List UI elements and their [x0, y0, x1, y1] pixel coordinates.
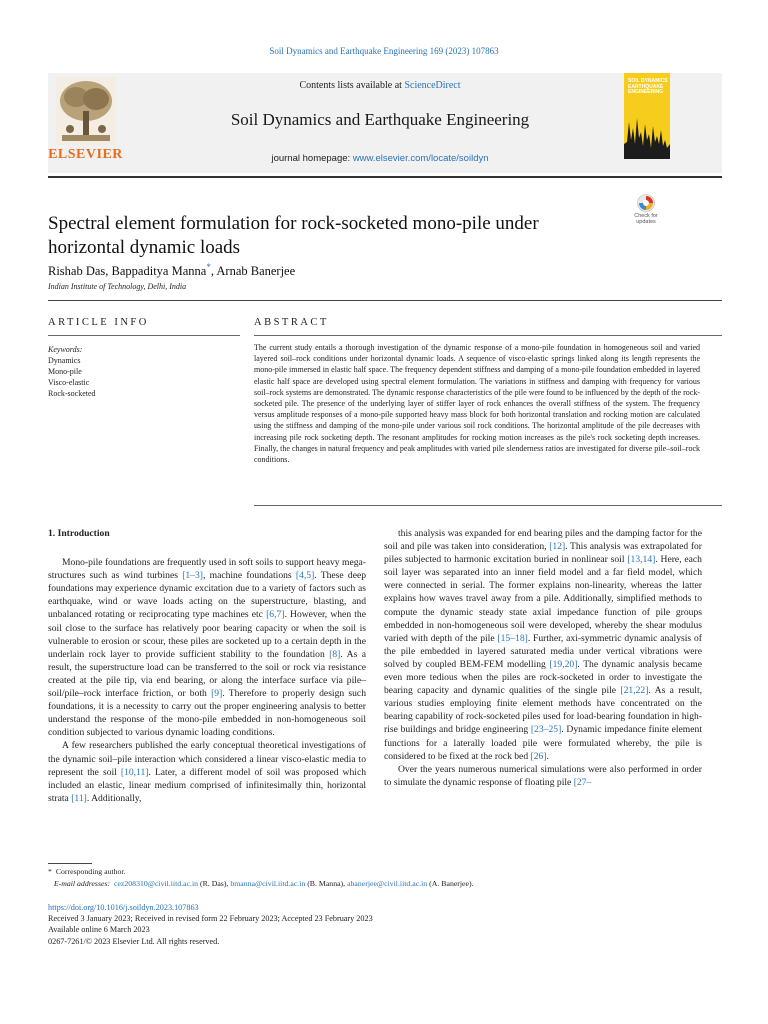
authors-names-tail: , Arnab Banerjee: [210, 264, 296, 279]
abstract-end-rule: [254, 505, 722, 506]
article-title: Spectral element formulation for rock-socketed mono-pile under horizontal dynamic loads: [48, 213, 539, 258]
citation-link[interactable]: [27–: [573, 776, 592, 788]
citation-link[interactable]: [23–25]: [530, 724, 562, 736]
footnote-rule: [48, 863, 92, 864]
keyword-item: Mono-pile: [48, 367, 82, 377]
citation-link[interactable]: [1–3]: [182, 570, 203, 582]
elsevier-logo[interactable]: [48, 75, 123, 165]
elsevier-wordmark: ELSEVIER: [48, 147, 123, 162]
paragraph-text: . Later, a different model of soil was proposed which included an elastic, linear medium comprised of infinitesimally thin, horizontal strata: [48, 766, 367, 804]
copyright-line: 0267-7261/© 2023 Elsevier Ltd. All rights reserved.: [48, 936, 220, 946]
citation-link[interactable]: [12]: [549, 541, 566, 553]
homepage-link[interactable]: www.elsevier.com/locate/soildyn: [352, 153, 489, 164]
abstract-heading: ABSTRACT: [254, 317, 329, 328]
online-date: Available online 6 March 2023: [48, 925, 150, 935]
article-metadata: [48, 902, 698, 947]
affiliation-rule: [48, 300, 722, 301]
email-link[interactable]: bmanna@civil.iitd.ac.in: [230, 879, 306, 888]
email-link[interactable]: abanerjee@civil.iitd.ac.in: [347, 879, 428, 888]
body-column-right: [384, 527, 702, 789]
paragraph-text: . Dynamic impedance finite element functions for a laterally loaded pile were formulated whereby, the pile is considered to be fixed at the rock bed: [384, 724, 702, 762]
paragraph-text: , machine foundations: [202, 570, 296, 582]
check-updates-label: Check for updates: [634, 213, 658, 225]
cover-title: SOIL DYNAMICS EARTHQUAKE ENGINEERING: [628, 78, 668, 95]
citation-link[interactable]: [21,22]: [620, 685, 649, 697]
citation-link[interactable]: [6,7]: [266, 609, 285, 621]
email-line: [48, 878, 698, 890]
header-rule: [48, 176, 722, 178]
paragraph-text: . These deep foundations may experience dynamic excitation due to a variety of factors such as earthquake, wind or wave loads acting on the superstructure, blasting, and unbalanced rotating or reciprocating type machines etc: [48, 570, 367, 621]
keyword-item: Dynamics: [48, 356, 81, 366]
paragraph-text: . However, when the soil close to the surface has relatively poor bearing capacity or when the soil is vulnerable to erosion or scour, these piles are socketed up to a certain depth in the underlain rock layer to provide sufficient stability to the foundation: [48, 609, 366, 660]
paragraph-text: . Further, axi-symmetric dynamic analysis of the pile embedded in layered saturated media under vertical vibrations were solved by coupled BEM-FEM modelling: [384, 632, 702, 670]
citation-link[interactable]: [4,5]: [295, 570, 315, 582]
email-link[interactable]: cez208310@civil.iitd.ac.in: [114, 879, 199, 888]
running-head[interactable]: Soil Dynamics and Earthquake Engineering 169 (2023) 107863: [269, 46, 499, 56]
paragraph-text: Mono-pile foundations are frequently used in soft soils to support heavy mega-structures such as wind turbines: [48, 557, 366, 582]
authors-names: Rishab Das, Bappaditya Manna: [48, 264, 207, 279]
author-list: [48, 262, 295, 279]
journal-title: Soil Dynamics and Earthquake Engineering: [230, 110, 530, 129]
paragraph-text: this analysis was expanded for end bearing piles and the damping factor for the soil and pile was taken into consideration,: [384, 528, 702, 553]
paragraph-text: . Here, each soil layer was separated into an inner field model and a far field model, which were connected in serial. The former explains non-linearity, whereas the latter explains how waves travel away from a pile. Additionally, simplified methods to compute the dynamic steady state axial impedance function of pile groups embedded in non-homogeneous soil were developed, whereby the shear modulus varied with depth of the pile: [384, 554, 702, 644]
citation-link[interactable]: [19,20]: [549, 658, 578, 670]
journal-cover-thumbnail[interactable]: [624, 73, 670, 159]
homepage-prefix: journal homepage:: [271, 153, 353, 164]
keyword-item: Rock-socketed: [48, 389, 96, 399]
citation-link[interactable]: [11]: [71, 792, 87, 804]
received-dates: Received 3 January 2023; Received in revised form 22 February 2023; Accepted 23 February 2023: [48, 914, 373, 924]
email-owner: (B. Manna),: [305, 879, 348, 888]
article-info-rule: [48, 335, 240, 336]
paragraph-text: .: [546, 750, 549, 762]
corresponding-author-mark[interactable]: *: [206, 262, 211, 272]
citation-link[interactable]: [8]: [329, 648, 341, 660]
body-paragraph: [384, 527, 702, 763]
body-paragraph: [384, 763, 702, 789]
keyword-item: Visco-elastic: [48, 378, 90, 388]
body-column-left: [48, 527, 366, 805]
email-label: E-mail addresses:: [53, 879, 111, 888]
doi-link[interactable]: https://doi.org/10.1016/j.soildyn.2023.107863: [48, 903, 199, 912]
paragraph-text: A few researchers published the early conceptual theoretical investigations of the dynamic soil–pile interaction which considered a linear visco-elastic media to represent the soil: [48, 740, 366, 778]
citation-link[interactable]: [13,14]: [627, 554, 656, 566]
right-paragraphs: [384, 527, 702, 789]
paragraph-text: . As a result, various studies employing finite element methods have concentrated on the bearing capability of rock-socketed piles used for load-bearing foundation in high-rise buildings and bridge engineering: [384, 685, 703, 736]
affiliation: Indian Institute of Technology, Delhi, India: [48, 282, 187, 291]
keywords-block: [48, 344, 96, 399]
paragraph-text: . This analysis was extrapolated for piles subjected to harmonic excitation buried in nonlinear soil: [384, 541, 703, 566]
paragraph-text: . The dynamic analysis became even more tedious when the piles are rock-socketed in order to investigate the bearing capacity and dynamic qualities of the single pile: [384, 658, 703, 697]
check-updates-icon: [637, 194, 655, 212]
citation-link[interactable]: [15–18]: [497, 632, 528, 644]
corresponding-author-note: [48, 866, 698, 878]
citation-link[interactable]: [10,11]: [120, 766, 149, 778]
body-paragraph: [48, 556, 366, 739]
section-heading-introduction: 1. Introduction: [48, 528, 110, 539]
sciencedirect-link[interactable]: ScienceDirect: [404, 80, 461, 91]
citation-link[interactable]: [9]: [211, 688, 223, 700]
citation-link[interactable]: [26]: [530, 750, 547, 762]
paragraph-text: . Therefore to properly design such foundations, it is a necessity to carry out the proper engineering analysis to better understand the response of the mono-pile embedded in non-homogeneous soil condition subjected to various dynamic loading conditions.: [48, 688, 366, 739]
article-info-heading: ARTICLE INFO: [48, 317, 149, 328]
paragraph-text: . As a result, the superstructure load can be transferred to the soil or rock via resistance created at the pile tip, via end bearing, or along the interface surface via pile–soil/pile–rock interface friction, or both: [48, 648, 366, 700]
abstract-text: The current study entails a thorough investigation of the dynamic response of a mono-pile foundation in homogeneous soil and varied layered soil–rock conditions under horizontal dynamic loads. A sequence of visco-elastic springs linked along its length represents the mono-pile immersed in elastic half space. The frequency dependent stiffness and damping of a mono-pile foundation embedded in layered elastic half space are developed using spectral element formulation. The variations in stiffness and damping with frequency for various soil–rock systems are demonstrated. The dynamic response characteristics of the pile were found to be influenced by the depth of the rock-socketed pile. The presence of the underlying layer of stiffer layer of rock enhances the overall stiffness of the system. The frequency versus amplitude responses of a mono-pile supported heavy mass block for both horizontal translation and rocking motion are calculated using the stiffness and damping of the mono-pile under various soil rock conditions. The horizontal amplitude of the pile decreases with increasing pile rock socketing depth. The resonant amplitudes for rocking motion increases as the pile's rock socketing depth increases. Finally, the changes in natural frequency and peak amplitudes with varied pile slenderness ratios are investigated for diverse pile–soil–rock conditions.: [254, 343, 700, 465]
left-paragraphs: [48, 556, 366, 805]
keywords-label: Keywords:: [48, 345, 83, 354]
contents-prefix: Contents lists available at: [299, 80, 405, 91]
journal-homepage-line: [130, 153, 630, 164]
paragraph-text: Over the years numerous numerical simulations were also performed in order to simulate the dynamic response of floating pile: [384, 763, 702, 788]
corresponding-author-label: Corresponding author.: [55, 867, 126, 876]
elsevier-tree-icon: [56, 77, 116, 145]
cover-seismograph-image: [624, 114, 670, 159]
paragraph-text: . Additionally,: [86, 792, 142, 804]
contents-line: [130, 80, 630, 91]
body-paragraph: [48, 739, 366, 804]
check-for-updates-badge[interactable]: [626, 194, 666, 232]
abstract-rule: [254, 335, 722, 336]
email-owner: (R. Das),: [198, 879, 231, 888]
footnote: [48, 866, 698, 890]
email-owner: (A. Banerjee).: [427, 879, 474, 888]
footnote-mark: *: [48, 867, 52, 876]
